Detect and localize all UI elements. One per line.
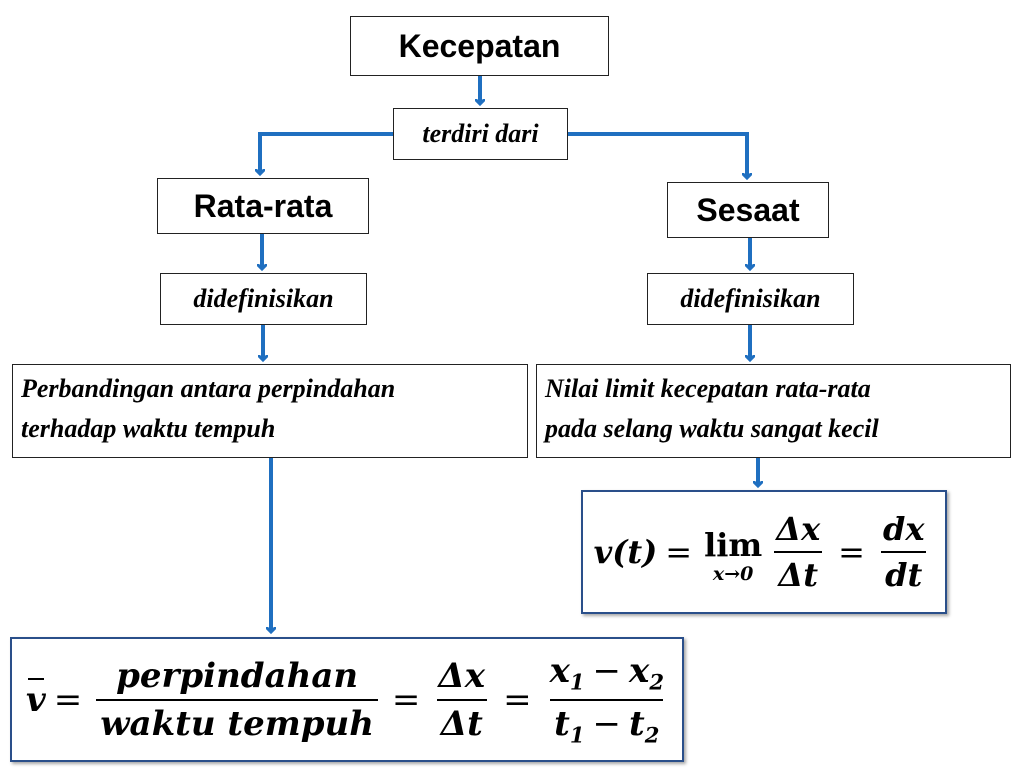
t-symbol: t [629, 703, 645, 744]
instant-velocity-formula [581, 490, 947, 614]
fraction-denominator: waktu tempuh [96, 699, 378, 741]
equals-sign: = [838, 533, 865, 571]
fraction-denominator: Δt [437, 699, 487, 741]
fraction-numerator: dx [882, 510, 925, 548]
minus-sign: − [592, 651, 622, 692]
instant-description-line: Nilai limit kecepatan rata-rata [545, 374, 871, 403]
fraction-denominator: Δt [774, 551, 822, 591]
instant-relation-node [647, 273, 854, 325]
fraction-numerator: perpindahan [116, 655, 359, 696]
arrow-connector-to-rata [260, 134, 393, 174]
fraction-denominator: dt [881, 551, 926, 591]
average-relation-node [160, 273, 367, 325]
average-description-line: Perbandingan antara perpindahan [21, 374, 396, 403]
instant-description-line: pada selang waktu sangat kecil [545, 414, 879, 443]
fraction-delta [772, 510, 824, 594]
average-title: Rata-rata [193, 187, 333, 224]
instant-description [536, 364, 1011, 458]
fraction-derivative [879, 510, 928, 594]
equals-sign: = [53, 679, 83, 720]
root-node [350, 16, 609, 76]
limit-word: lim [704, 525, 763, 564]
subscript: 1 [569, 721, 585, 747]
subscript: 1 [569, 669, 585, 695]
equals-sign: = [503, 679, 532, 720]
average-description-line: terhadap waktu tempuh [21, 414, 276, 443]
fraction-words [96, 655, 378, 744]
minus-sign: − [592, 703, 622, 744]
average-relation-label: didefinisikan [193, 284, 334, 313]
average-velocity-formula [10, 637, 684, 762]
instant-title: Sesaat [696, 191, 800, 228]
fraction-delta [434, 655, 489, 744]
limit-operator [704, 521, 762, 584]
x-symbol: x [549, 651, 570, 692]
connector-node [393, 108, 568, 160]
equals-sign: = [391, 679, 421, 720]
equals-sign: = [665, 533, 693, 571]
fraction-difference [546, 651, 668, 747]
subscript: 2 [649, 669, 664, 695]
v-bar-symbol: v [26, 679, 46, 720]
root-label: Kecepatan [398, 27, 561, 64]
x-symbol: x [629, 651, 650, 692]
t-symbol: t [554, 703, 570, 744]
arrow-connector-to-sesaat [568, 134, 747, 178]
instant-relation-label: didefinisikan [680, 284, 821, 313]
instant-node [667, 182, 829, 238]
fraction-numerator [546, 651, 668, 698]
average-description [12, 364, 528, 458]
fraction-numerator: Δx [438, 655, 486, 696]
subscript: 2 [644, 721, 660, 747]
connector-label: terdiri dari [422, 119, 539, 148]
average-node [157, 178, 369, 234]
limit-subscript: x→0 [712, 562, 754, 585]
fraction-numerator: Δx [776, 510, 821, 548]
fraction-denominator [550, 699, 663, 745]
v-of-t-symbol: v(t) [593, 533, 658, 571]
